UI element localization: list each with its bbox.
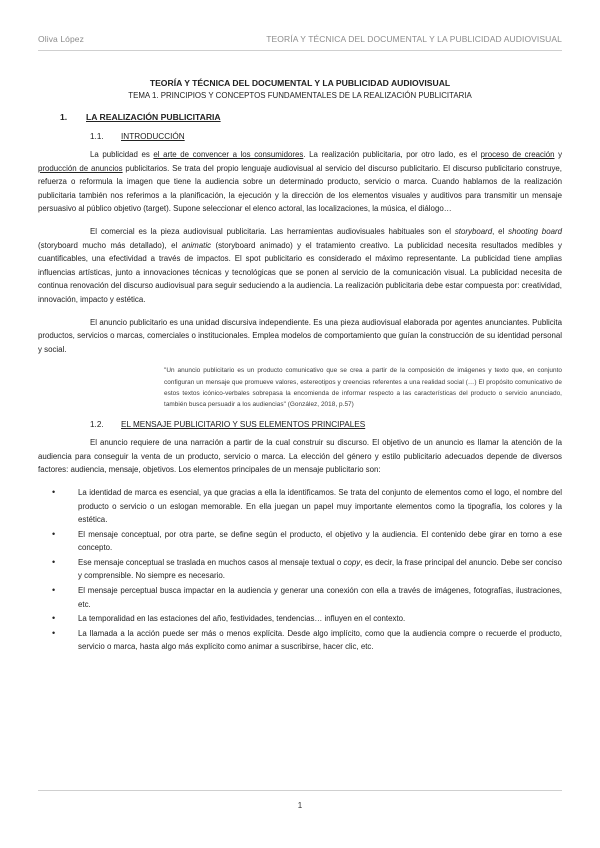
list-item: • La identidad de marca es esencial, ya que gracias a ella la identificamos. Se trata del conjunto de elementos como el logo, el nombre del producto o servicio o un eslogan memorable. En ella juegan un papel muy importante elementos como la tipografía, los colores y la estética. [38, 486, 562, 527]
section-heading [38, 110, 562, 124]
text-run: , el [492, 226, 509, 236]
text-run: (storyboard animado) y el tratamiento creativo. La publicidad necesita resultados medibles y cuantificables, una efectividad a través de impactos. El spot publicitario es considerado el máximo representante. La publicidad tiene amplias influencias artísticas, junto a innovaciones técnicas y tecnológicas que se ponen al servicio de la comunicación visual. La publicidad necesita de continua renovación del discurso audiovisual para seguir seduciendo a la audiencia. La realización publicitaria debe estar compuesta por: creatividad, innovación, impacto y estética. [38, 240, 562, 304]
page-number: 1 [297, 801, 303, 810]
text-run: El comercial es la pieza audiovisual publicitaria. Las herramientas audiovisuales habituales son el [90, 226, 455, 236]
text-run: , es decir, la frase principal del anuncio. Debe ser conciso y comprensible. No siempre es necesario. [78, 557, 562, 581]
list-item [38, 556, 562, 583]
page-body [38, 77, 562, 655]
elements-list [38, 486, 562, 654]
text-run: publicitarios. Se trata del propio lenguaje audiovisual al servicio del discurso publicitario. El discurso publicitario construye, refuerza o reformula la imagen que tiene la audiencia sobre un determinado producto, servicio o marca. Cuando hablamos de la realización publicitaria también nos referimos a la planificación, la ejecución y la dirección de los elementos visuales y auditivos para transmitir un mensaje persuasivo al público objetivo (target). Supone seleccionar el elenco actoral, las localizaciones, la música, el diálogo… [38, 163, 562, 214]
text-run: (storyboard mucho más detallado), el [38, 240, 182, 250]
list-item: • El mensaje perceptual busca impactar en la audiencia y generar una conexión con ella a través de imágenes, fotografías, ilustraciones, etc. [38, 584, 562, 611]
underlined-text: producción de anuncios [38, 163, 123, 173]
underlined-text: el arte de convencer a los consumidores [153, 150, 304, 159]
subsection-heading-introduccion [38, 130, 562, 144]
subsection-number: 1.1. [90, 132, 104, 141]
footer-divider [38, 790, 562, 791]
page-header [38, 34, 562, 48]
list-item: • La llamada a la acción puede ser más o menos explícita. Desde algo implícito, como que la audiencia compre o recuerde el producto, servicio o marca, hasta algo más explícito como animar a suscribirse, hacer clic, etc. [38, 627, 562, 654]
paragraph-narracion: El anuncio requiere de una narración a partir de la cual construir su discurso. El objetivo de un anuncio es llamar la atención de la audiencia para conseguir la venta de un producto, servicio o marca. La elección del género y estilo publicitario adecuados depende de diversos factores: audiencia, mensaje, objetivos. Los elementos principales de un mensaje publicitario son: [38, 438, 562, 475]
document-subtitle: TEMA 1. PRINCIPIOS Y CONCEPTOS FUNDAMENTALES DE LA REALIZACIÓN PUBLICITARIA [128, 91, 472, 100]
header-divider [38, 50, 562, 51]
paragraph-anuncio: El anuncio publicitario es una unidad discursiva independiente. Es una pieza audiovisual elaborada por agentes anunciantes. Publicita productos, servicios o marcas, comerciales o institucionales. Emplea modelos de comportamiento que guían la construcción de su identidad personal y social. [38, 317, 562, 354]
italic-term: shooting board [508, 226, 562, 236]
subsection-number: 1.2. [90, 420, 104, 430]
block-quote: "Un anuncio publicitario es un producto comunicativo que se crea a partir de la composición de imágenes y texto que, en conjunto configuran un mensaje que promueve valores, estereotipos y creencias referentes a una realidad social (…) El propósito comunicativo de estos textos icónico-verbales sobrepasa la encomienda de informar respecto a las características del producto o servicio anunciado, también busca persuadir a los audiencias" (González, 2018, p.57) [164, 367, 562, 408]
section-number: 1. [60, 112, 68, 122]
paragraph-definition [38, 148, 562, 216]
italic-term: storyboard [454, 226, 493, 236]
paragraph-comercial [38, 225, 562, 307]
list-item: • El mensaje conceptual, por otra parte, se define según el producto, el objetivo y la audiencia. El contenido debe girar en torno a ese concepto. [38, 528, 562, 555]
italic-term: animatic [181, 240, 212, 250]
section-title: LA REALIZACIÓN PUBLICITARIA [86, 112, 221, 122]
header-author: Oliva López [38, 34, 84, 44]
list-item: • La temporalidad en las estaciones del año, festividades, tendencias… influyen en el contexto. [38, 612, 562, 626]
document-title: TEORÍA Y TÉCNICA DEL DOCUMENTAL Y LA PUBLICIDAD AUDIOVISUAL [149, 78, 451, 88]
text-run: Ese mensaje conceptual se traslada en muchos casos al mensaje textual o [78, 557, 344, 567]
underlined-text: proceso de creación [480, 150, 555, 159]
text-run: La publicidad es [90, 150, 154, 159]
italic-term: copy [343, 557, 361, 567]
subsection-title: INTRODUCCIÓN [121, 132, 185, 141]
header-course: TEORÍA Y TÉCNICA DEL DOCUMENTAL Y LA PUBLICIDAD AUDIOVISUAL [266, 34, 562, 44]
subsection-title: EL MENSAJE PUBLICITARIO Y SUS ELEMENTOS PRINCIPALES [121, 420, 366, 430]
subsection-heading-mensaje [38, 418, 562, 432]
text-run: y [554, 150, 563, 159]
text-run: . La realización publicitaria, por otro lado, es el [303, 150, 481, 159]
